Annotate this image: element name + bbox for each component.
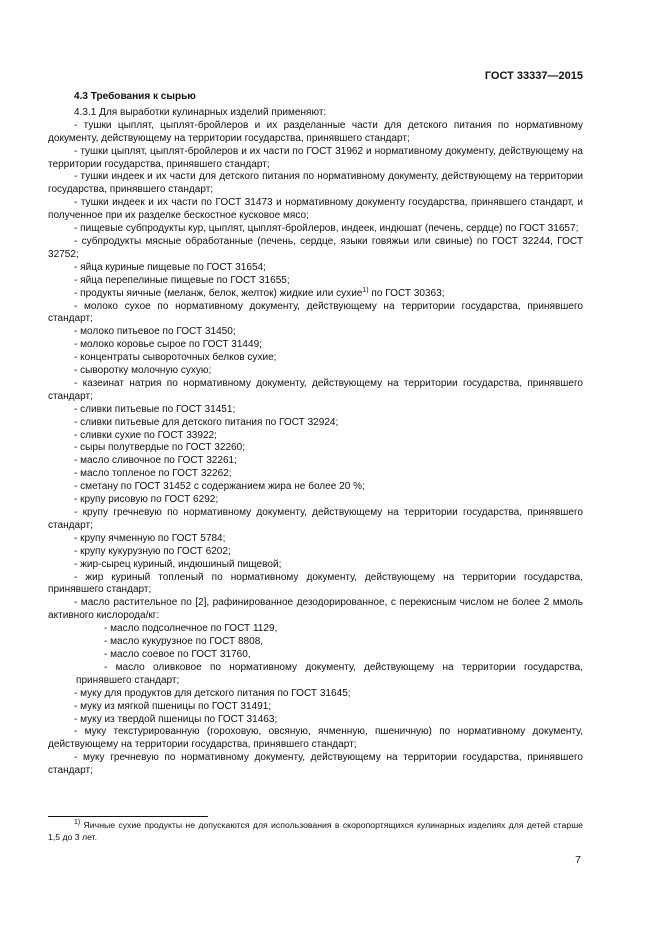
list-item: - казеинат натрия по нормативному документу, действующему на территории государства, принявшего стандарт; [48, 377, 583, 402]
footnote-ref: 1) [362, 286, 369, 294]
footnote-divider [48, 816, 208, 817]
list-item: - пищевые субпродукты кур, цыплят, цыплят-бройлеров, индеек, индюшат (печень, сердце) по ГОСТ 31657; [74, 223, 579, 235]
list-item: - тушки индеек и их части для детского питания по нормативному документу, действующему на территории государства, принявшего стандарт; [48, 171, 583, 196]
list-item: - масло сливочное по ГОСТ 32261; [74, 455, 237, 467]
oil-sub-item: - масло оливковое по нормативному документу, действующему на территории государства, принявшего стандарт; [76, 661, 583, 686]
list-item: - жир куриный топленый по нормативному документу, действующему на территории государства, принявшего стандарт; [48, 571, 583, 596]
list-item: - муку для продуктов для детского питания по ГОСТ 31645; [74, 687, 351, 699]
list-item: - молоко питьевое по ГОСТ 31450; [74, 326, 236, 338]
list-item: - субпродукты мясные обработанные (печень, сердце, языки говяжьи или свиные) по ГОСТ 32244, ГОСТ 32752; [48, 235, 583, 260]
oil-sub-item: - масло соевое по ГОСТ 31760, [104, 648, 251, 660]
egg-item-standard: по ГОСТ 30363; [368, 287, 445, 299]
intro-paragraph: 4.3.1 Для выработки кулинарных изделий применяют: [74, 106, 327, 118]
list-item: - молоко сухое по нормативному документу, действующему на территории государства, принявшего стандарт; [48, 300, 583, 325]
list-item: - крупу ячменную по ГОСТ 5784; [74, 532, 226, 544]
list-item: - яйца куриные пищевые по ГОСТ 31654; [74, 261, 266, 273]
document-header: ГОСТ 33337—2015 [484, 70, 583, 82]
list-item: - концентраты сывороточных белков сухие; [74, 352, 277, 364]
oil-sub-item: - масло кукурузное по ГОСТ 8808, [104, 636, 264, 648]
footnote-mark: 1) [74, 819, 81, 826]
list-item: - муку из твердой пшеницы по ГОСТ 31463; [74, 713, 278, 725]
section-title: 4.3 Требования к сырью [74, 91, 196, 102]
list-item: - яйца перепелиные пищевые по ГОСТ 31655; [74, 274, 290, 286]
list-item: - тушки цыплят, цыплят-бройлеров и их части по ГОСТ 31962 и нормативному документу, действующему на территории государства, принявшего стандарт; [48, 145, 583, 170]
list-item: - сыры полутвердые по ГОСТ 32260; [74, 442, 245, 454]
list-item: - тушки цыплят, цыплят-бройлеров и их разделанные части для детского питания по нормативному документу, действующему на территории государства, принявшего стандарт; [48, 119, 583, 144]
list-item: - муку из мягкой пшеницы по ГОСТ 31491; [74, 700, 272, 712]
list-item: - сливки питьевые по ГОСТ 31451; [74, 403, 236, 415]
list-item: - молоко коровье сырое по ГОСТ 31449; [74, 339, 262, 351]
page-number: 7 [575, 854, 581, 866]
list-item: - жир-сырец куриный, индюшиный пищевой; [74, 558, 282, 570]
list-item: - муку гречневую по нормативному документу, действующему на территории государства, принявшего стандарт; [48, 752, 583, 777]
list-item: - сливки сухие по ГОСТ 33922; [74, 429, 217, 441]
list-item: - крупу гречневую по нормативному документу, действующему на территории государства, принявшего стандарт; [48, 507, 583, 531]
list-item: - тушки индеек и их части по ГОСТ 31473 и нормативному документу государства, принявшего стандарт, и полученное при их разделке бескостное кусковое мясо; [48, 197, 583, 222]
list-item: - сыворотку молочную сухую; [74, 365, 212, 377]
footnote [48, 820, 583, 843]
list-item-egg-products [48, 288, 583, 301]
egg-item-text: - продукты яичные (меланж, белок, желток) жидкие или сухие [74, 287, 363, 299]
list-item: - муку текстурированную (гороховую, овсяную, ячменную, пшеничную) по нормативному документу, действующему на территории государства, принявшего стандарт; [48, 726, 583, 751]
list-item: - масло топленое по ГОСТ 32262; [74, 468, 232, 480]
page-body [48, 91, 583, 778]
list-item: - сливки питьевые для детского питания по ГОСТ 32924; [74, 416, 339, 428]
list-item: - крупу кукурузную по ГОСТ 6202; [74, 545, 231, 557]
list-item: - сметану по ГОСТ 31452 с содержанием жира не более 20 %; [74, 481, 365, 493]
oil-sub-item: - масло подсолнечное по ГОСТ 1129, [104, 623, 278, 635]
list-item: - крупу рисовую по ГОСТ 6292; [74, 494, 219, 506]
list-item: - масло растительное по [2], рафинированное дезодорированное, с перекисным числом не более 2 ммоль активного кислорода/кг: [48, 597, 583, 622]
footnote-text: Яичные сухие продукты не допускаются для использования в скоропортящихся кулинарных изделиях для детей старше 1,5 до 3 лет. [48, 820, 583, 842]
